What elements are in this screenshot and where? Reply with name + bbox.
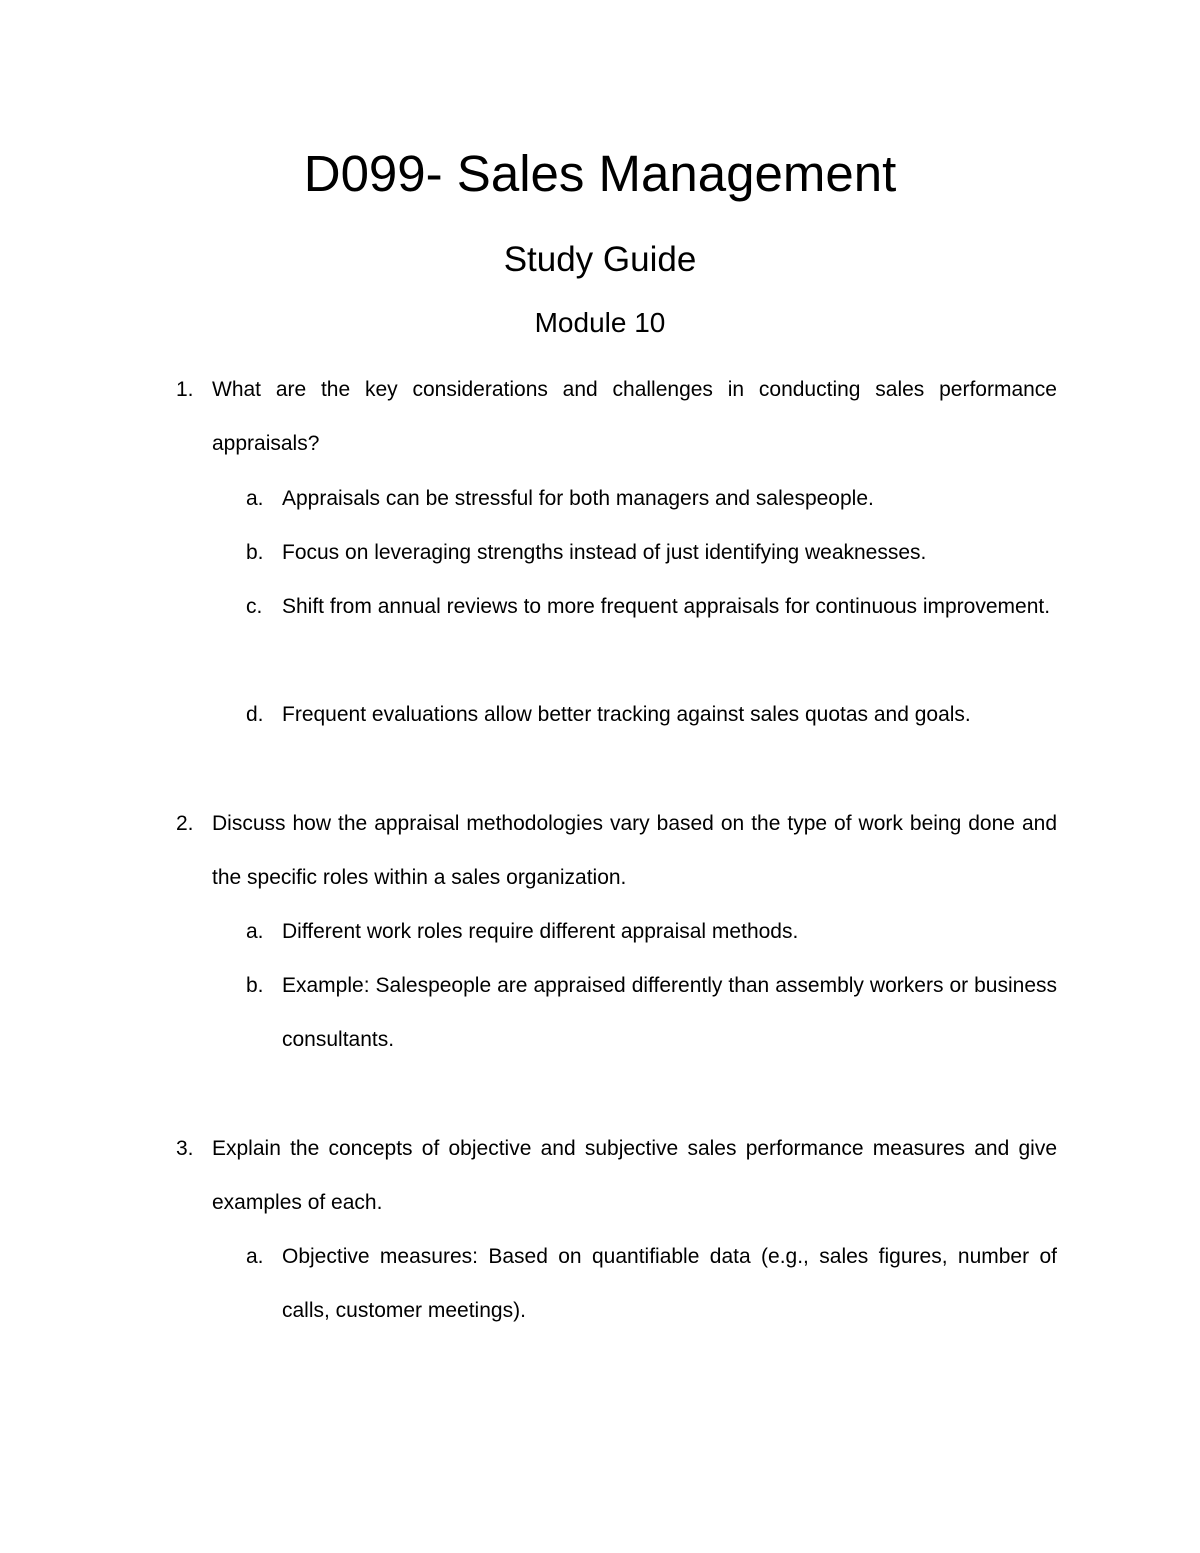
answer-text: Shift from annual reviews to more frequent appraisals for continuous improvement. bbox=[282, 595, 1051, 618]
answer-text: Objective measures: Based on quantifiable data (e.g., sales figures, number of calls, customer meetings). bbox=[282, 1245, 1057, 1322]
document-subtitle: Study Guide bbox=[503, 240, 697, 279]
question-text: Discuss how the appraisal methodologies vary based on the type of work being done and the specific roles within a sales organization. bbox=[212, 812, 1057, 889]
question-number: 2. bbox=[176, 812, 194, 835]
answer-text: Example: Salespeople are appraised differently than assembly workers or business consultants. bbox=[282, 974, 1057, 1051]
answer-text: Appraisals can be stressful for both managers and salespeople. bbox=[282, 487, 874, 510]
answer-letter: c. bbox=[246, 595, 263, 618]
answer-text: Focus on leveraging strengths instead of just identifying weaknesses. bbox=[282, 541, 927, 564]
answer-letter: a. bbox=[246, 920, 264, 943]
question-text: What are the key considerations and challenges in conducting sales performance appraisals? bbox=[212, 378, 1057, 455]
answer-letter: d. bbox=[246, 703, 264, 726]
answer-letter: a. bbox=[246, 487, 264, 510]
question-text: Explain the concepts of objective and subjective sales performance measures and give examples of each. bbox=[212, 1137, 1057, 1214]
question-number: 3. bbox=[176, 1137, 194, 1160]
answer-text: Different work roles require different appraisal methods. bbox=[282, 920, 799, 943]
module-heading: Module 10 bbox=[534, 307, 666, 338]
answer-letter: b. bbox=[246, 974, 264, 997]
answer-text: Frequent evaluations allow better tracking against sales quotas and goals. bbox=[282, 703, 971, 726]
question-number: 1. bbox=[176, 378, 194, 401]
answer-letter: a. bbox=[246, 1245, 264, 1268]
answer-letter: b. bbox=[246, 541, 264, 564]
document-title: D099- Sales Management bbox=[303, 145, 897, 202]
